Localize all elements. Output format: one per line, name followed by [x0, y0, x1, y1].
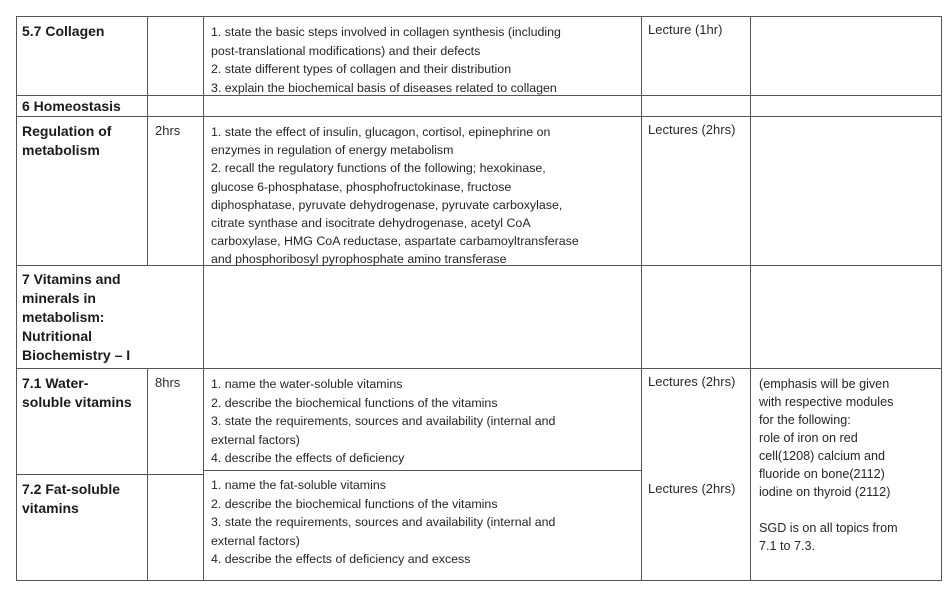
teaching-method: Lectures (2hrs)	[648, 122, 736, 137]
table-row	[0, 17, 951, 95]
remark-line: cell(1208) calcium and	[759, 449, 885, 463]
objective-line: 2. describe the biochemical functions of the vitamins	[211, 395, 498, 410]
topic-line: minerals in	[22, 290, 96, 306]
hours-value: 8hrs	[155, 375, 181, 390]
topic-cell	[17, 96, 147, 116]
remark-line: fluoride on bone(2112)	[759, 467, 885, 481]
objective-line: 3. explain the biochemical basis of diseases related to collagen	[211, 80, 557, 95]
method-cell	[642, 475, 753, 580]
remark-line: for the following:	[759, 413, 851, 427]
objective-line: and phosphoribosyl pyrophosphate amino transferase	[211, 252, 507, 267]
topic-line: Nutritional	[22, 328, 92, 344]
topic-line: Biochemistry – I	[22, 347, 131, 363]
topic-line: soluble vitamins	[22, 394, 132, 410]
remark-line: (emphasis will be given	[759, 377, 890, 391]
objective-line: diphosphatase, pyruvate dehydrogenase, pyruvate carboxylase,	[211, 197, 563, 212]
teaching-method: Lectures (2hrs)	[648, 481, 736, 496]
hours-cell	[148, 117, 205, 265]
topic-line: Regulation of	[22, 123, 112, 139]
remark-line: iodine on thyroid (2112)	[759, 485, 891, 499]
hours-value: 2hrs	[155, 123, 181, 138]
topic-line: 7.1 Water-	[22, 375, 89, 391]
hours-cell	[148, 369, 205, 474]
objective-line: 1. name the fat-soluble vitamins	[211, 478, 386, 492]
table-row	[0, 117, 951, 265]
objective-line: post-translational modifications) and their defects	[211, 43, 481, 58]
objective-line: 4. describe the effects of deficiency	[211, 451, 405, 466]
topic-line: vitamins	[22, 500, 79, 516]
objective-line: 2. state different types of collagen and their distribution	[211, 62, 512, 77]
table-row	[0, 266, 951, 368]
objective-line: external factors)	[211, 432, 300, 447]
objective-line: 1. name the water-soluble vitamins	[211, 377, 403, 391]
remark-line: SGD is on all topics from	[759, 521, 898, 535]
objective-line: 2. describe the biochemical functions of the vitamins	[211, 496, 498, 511]
method-cell	[642, 369, 753, 474]
method-cell	[642, 117, 753, 265]
objectives-cell	[204, 475, 641, 580]
topic-line: metabolism	[22, 142, 100, 158]
topic-cell	[17, 17, 147, 95]
topic-line: 7.2 Fat-soluble	[22, 481, 121, 497]
topic-cell	[17, 117, 147, 265]
topic-line: 6 Homeostasis	[22, 98, 121, 114]
objective-line: 2. recall the regulatory functions of the following; hexokinase,	[211, 161, 546, 176]
objective-line: glucose 6-phosphatase, phosphofructokinase, fructose	[211, 179, 512, 194]
teaching-method: Lecture (1hr)	[648, 22, 723, 37]
objectives-cell	[204, 17, 641, 95]
objective-line: 3. state the requirements, sources and availability (internal and	[211, 414, 556, 429]
objective-line: 4. describe the effects of deficiency and excess	[211, 552, 471, 567]
remark-line: with respective modules	[759, 395, 894, 409]
table-bottom-border	[16, 580, 942, 581]
objective-line: 1. state the basic steps involved in collagen synthesis (including	[211, 25, 561, 39]
objectives-cell	[204, 369, 641, 474]
objective-line: 1. state the effect of insulin, glucagon, cortisol, epinephrine on	[211, 125, 551, 139]
objective-line: carboxylase, HMG CoA reductase, aspartate carbamoyltransferase	[211, 234, 579, 249]
topic-line: 5.7 Collagen	[22, 23, 105, 39]
objective-line: external factors)	[211, 533, 300, 548]
topic-line: metabolism:	[22, 309, 105, 325]
topic-cell	[17, 475, 147, 580]
topic-line: 7 Vitamins and	[22, 271, 121, 287]
remark-spacer	[759, 501, 941, 519]
objective-line: enzymes in regulation of energy metabolism	[211, 143, 454, 158]
objective-line: citrate synthase and isocitrate dehydrogenase, acetyl CoA	[211, 216, 531, 231]
remarks-cell	[751, 369, 941, 555]
teaching-method: Lectures (2hrs)	[648, 374, 736, 389]
objectives-cell	[204, 117, 641, 265]
topic-cell	[17, 266, 147, 368]
table-row	[0, 96, 951, 116]
method-cell	[642, 17, 753, 95]
remark-line: role of iron on red	[759, 431, 858, 445]
objective-line: 3. state the requirements, sources and availability (internal and	[211, 515, 556, 530]
topic-cell	[17, 369, 147, 474]
remark-line: 7.1 to 7.3.	[759, 539, 816, 553]
